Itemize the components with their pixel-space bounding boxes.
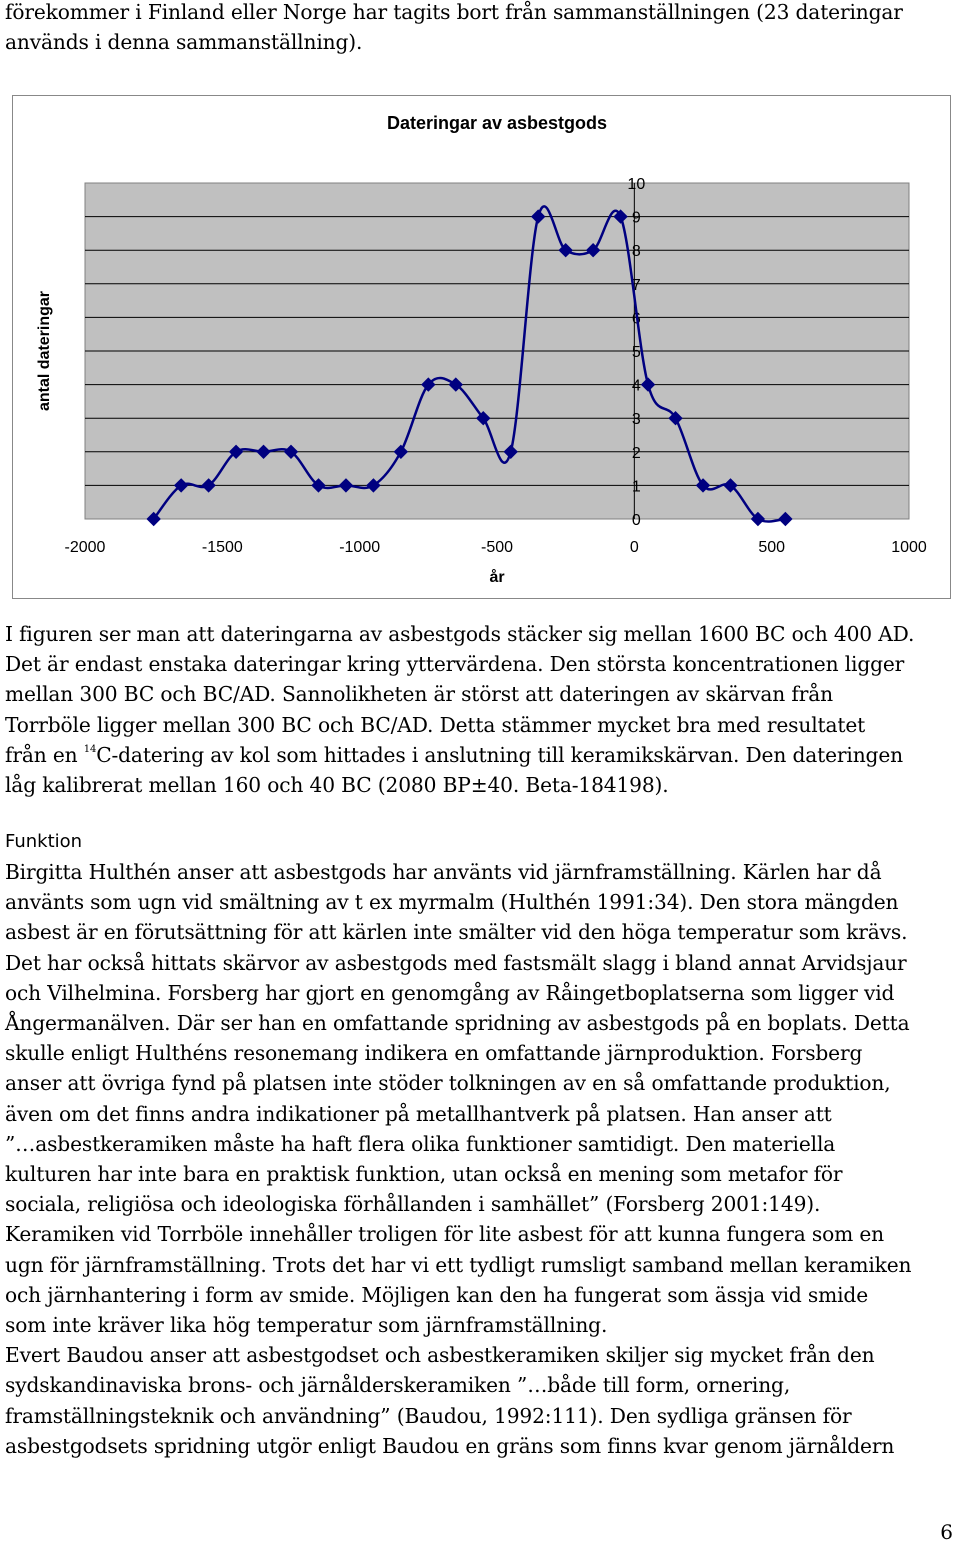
text-line: framställningsteknik och användning” (Baudou, 1992:111). Den sydliga gränsen för (5, 1403, 852, 1428)
text-line: förekommer i Finland eller Norge har tagits bort från sammanställningen (23 dateringar (5, 0, 903, 24)
paragraph-dating-results (5, 619, 955, 800)
text-line: asbest är en förutsättning för att kärlen inte smälter vid den höga temperatur som krävs. (5, 920, 908, 945)
text-line: ”…asbestkeramiken måste ha haft flera olika funktioner samtidigt. Den materiella (5, 1131, 836, 1156)
text-line: Det har också hittats skärvor av asbestgods med fastsmält slagg i bland annat Arvidsjaur (5, 950, 907, 975)
text-line: ugn för järnframställning. Trots det har vi ett tydligt rumsligt samband mellan keramiken (5, 1252, 912, 1277)
text-line: används i denna sammanställning). (5, 30, 363, 55)
page-number: 6 (940, 1520, 953, 1544)
y-tick-label: 0 (631, 512, 641, 529)
x-tick-label: 1000 (891, 539, 927, 556)
paragraph-funktion (5, 857, 955, 1461)
text-line: och Vilhelmina. Forsberg har gjort en genomgång av Råingetboplatserna som ligger vid (5, 980, 895, 1005)
y-tick-label: 4 (631, 377, 641, 395)
x-tick-label: -2000 (64, 539, 106, 556)
x-tick-label: -500 (480, 539, 514, 556)
x-tick-label: -1000 (339, 539, 381, 556)
section-heading-funktion: Funktion (5, 831, 83, 852)
y-tick-label: 7 (631, 276, 641, 294)
y-tick-label: 10 (627, 176, 646, 193)
text-line: och järnhantering i form av smide. Möjligen kan den ha fungerat som ässja vid smide (5, 1282, 868, 1307)
text-line: kulturen har inte bara en praktisk funktion, utan också en mening som metafor för (5, 1162, 843, 1187)
x-tick-label: 500 (758, 539, 786, 556)
text-line: som inte kräver lika hög temperatur som järnframställning. (5, 1313, 608, 1338)
chart-title: Dateringar av asbestgods (386, 113, 608, 133)
text-line: Birgitta Hulthén anser att asbestgods har använts vid järnframställning. Kärlen har då (5, 860, 882, 884)
text-line: I figuren ser man att dateringarna av asbestgods stäcker sig mellan 1600 BC och 400 AD. (5, 622, 915, 646)
text-line: låg kalibrerat mellan 160 och 40 BC (2080 BP±40. Beta-184198). (5, 773, 669, 798)
y-tick-label: 3 (631, 411, 641, 429)
text-line: asbestgodsets spridning utgör enligt Baudou en gräns som finns kvar genom järnåldern (5, 1433, 895, 1458)
text-line: Torrböle ligger mellan 300 BC och BC/AD. Detta stämmer mycket bra med resultatet (5, 712, 866, 737)
y-tick-label: 5 (631, 344, 641, 361)
text-line: använts som ugn vid smältning av t ex myrmalm (Hulthén 1991:34). Den stora mängden (5, 890, 899, 915)
text-line: anser att övriga fynd på platsen inte stöder tolkningen av en så omfattande produktion, (5, 1071, 891, 1096)
text-line: även om det finns andra indikationer på metallhantverk på platsen. Han anser att (5, 1101, 832, 1126)
dating-chart (12, 95, 951, 599)
y-tick-label: 6 (631, 310, 641, 328)
intro-text (5, 0, 955, 57)
text-line: skulle enligt Hulthéns resonemang indikera en omfattande järnproduktion. Forsberg (5, 1041, 863, 1066)
c14-rest: C-datering av kol som hittades i anslutning till keramikskärvan. Den dateringen (96, 742, 903, 767)
y-tick-label: 9 (631, 209, 641, 227)
text-line-c14 (5, 740, 955, 770)
text-line: sociala, religiösa och ideologiska förhållanden i samhället” (Forsberg 2001:149). (5, 1192, 821, 1217)
x-tick-label: 0 (629, 539, 639, 556)
text-line: Det är endast enstaka dateringar kring yttervärdena. Den största koncentrationen ligger (5, 652, 905, 677)
text-line: Evert Baudou anser att asbestgodset och asbestkeramiken skiljer sig mycket från den (5, 1343, 875, 1368)
text-line: mellan 300 BC och BC/AD. Sannolikheten är störst att dateringen av skärvan från (5, 682, 833, 707)
x-axis-title: år (489, 569, 505, 586)
x-tick-label: -1500 (201, 539, 243, 556)
y-tick-label: 1 (631, 478, 641, 496)
y-tick-label: 2 (631, 444, 641, 462)
text-line: Ångermanälven. Där ser han en omfattande spridning av asbestgods på en boplats. Detta (5, 1011, 910, 1036)
c14-superscript: 14 (83, 744, 97, 756)
y-tick-label: 8 (631, 243, 641, 261)
c14-prefix: från en (5, 742, 84, 767)
text-line: sydskandinaviska brons- och järnålderskeramiken ”…både till form, ornering, (5, 1373, 791, 1398)
text-line: Keramiken vid Torrböle innehåller troligen för lite asbest för att kunna fungera som en (5, 1222, 885, 1247)
chart-svg (12, 95, 951, 599)
y-axis-title: antal dateringar (36, 290, 53, 412)
